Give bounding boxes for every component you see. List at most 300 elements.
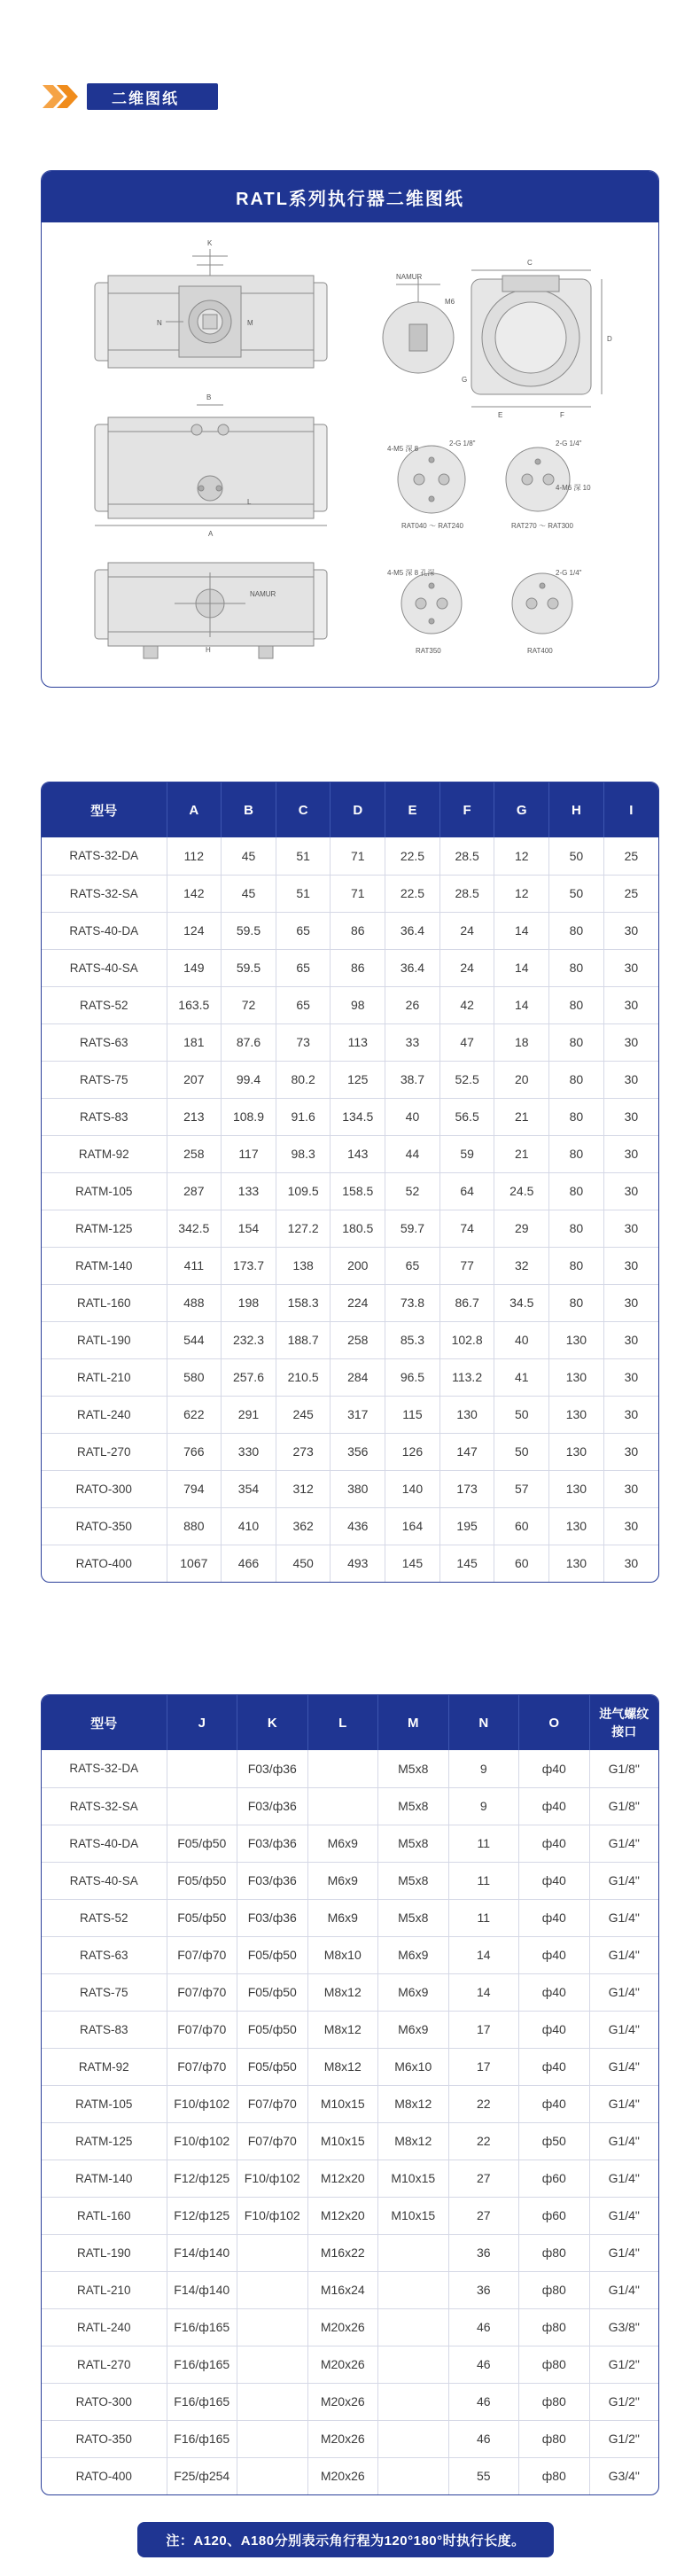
model-cell: RATO-300: [42, 2383, 167, 2420]
value-cell: M10x15: [378, 2197, 449, 2234]
value-cell: 52: [385, 1172, 440, 1210]
drawing-title: RATL系列执行器二维图纸: [42, 171, 658, 222]
model-cell: RATS-40-SA: [42, 949, 167, 986]
value-cell: G3/8": [589, 2308, 658, 2346]
model-cell: RATS-40-DA: [42, 1825, 167, 1862]
value-cell: 117: [222, 1135, 276, 1172]
value-cell: 21: [494, 1135, 549, 1172]
value-cell: F05/ф50: [237, 2048, 308, 2085]
value-cell: 154: [222, 1210, 276, 1247]
value-cell: 17: [448, 2011, 519, 2048]
value-cell: G1/4": [589, 2085, 658, 2122]
model-cell: RATS-75: [42, 1973, 167, 2011]
value-cell: ф40: [519, 2085, 590, 2122]
value-cell: 30: [603, 1135, 658, 1172]
value-cell: 149: [167, 949, 222, 986]
value-cell: F05/ф50: [167, 1899, 237, 1936]
value-cell: [237, 2271, 308, 2308]
model-cell: RATM-140: [42, 2160, 167, 2197]
value-cell: ф80: [519, 2420, 590, 2457]
value-cell: 102.8: [439, 1321, 494, 1358]
value-cell: 488: [167, 1284, 222, 1321]
value-cell: 41: [494, 1358, 549, 1396]
value-cell: 30: [603, 986, 658, 1023]
value-cell: 80: [549, 1023, 604, 1061]
value-cell: ф50: [519, 2122, 590, 2160]
table-row: [42, 2085, 658, 2122]
value-cell: M20x26: [307, 2457, 378, 2494]
value-cell: 143: [331, 1135, 385, 1172]
model-cell: RATL-190: [42, 2234, 167, 2271]
value-cell: 147: [439, 1433, 494, 1470]
value-cell: M16x24: [307, 2271, 378, 2308]
model-cell: RATS-83: [42, 2011, 167, 2048]
value-cell: 71: [331, 875, 385, 912]
value-cell: M8x12: [378, 2122, 449, 2160]
value-cell: 380: [331, 1470, 385, 1507]
value-cell: M6x9: [378, 1973, 449, 2011]
namur-label: NAMUR: [396, 273, 423, 281]
value-cell: 56.5: [439, 1098, 494, 1135]
table-row: [42, 1284, 658, 1321]
value-cell: F05/ф50: [237, 1936, 308, 1973]
value-cell: 9: [448, 1750, 519, 1787]
value-cell: ф40: [519, 1750, 590, 1787]
value-cell: F16/ф165: [167, 2420, 237, 2457]
column-header: O: [519, 1695, 590, 1750]
value-cell: 362: [276, 1507, 331, 1545]
value-cell: F12/ф125: [167, 2197, 237, 2234]
value-cell: 30: [603, 1433, 658, 1470]
value-cell: 9: [448, 1787, 519, 1825]
model-cell: RATO-350: [42, 2420, 167, 2457]
value-cell: 14: [494, 986, 549, 1023]
value-cell: 18: [494, 1023, 549, 1061]
model-cell: RATS-52: [42, 1899, 167, 1936]
value-cell: 164: [385, 1507, 440, 1545]
value-cell: 42: [439, 986, 494, 1023]
value-cell: 14: [448, 1973, 519, 2011]
value-cell: 766: [167, 1433, 222, 1470]
value-cell: [237, 2383, 308, 2420]
value-cell: 257.6: [222, 1358, 276, 1396]
value-cell: M6x9: [307, 1899, 378, 1936]
value-cell: G1/8": [589, 1750, 658, 1787]
value-cell: M8x12: [307, 2048, 378, 2085]
model-cell: RATM-105: [42, 2085, 167, 2122]
column-header: D: [331, 782, 385, 837]
value-cell: G1/4": [589, 2160, 658, 2197]
value-cell: 38.7: [385, 1061, 440, 1098]
value-cell: F25/ф254: [167, 2457, 237, 2494]
value-cell: [167, 1787, 237, 1825]
model-cell: RATO-300: [42, 1470, 167, 1507]
value-cell: 580: [167, 1358, 222, 1396]
column-header: 型号: [42, 782, 167, 837]
value-cell: 86: [331, 912, 385, 949]
table-row: [42, 1396, 658, 1433]
value-cell: [237, 2234, 308, 2271]
column-header: C: [276, 782, 331, 837]
value-cell: 245: [276, 1396, 331, 1433]
value-cell: M10x15: [307, 2085, 378, 2122]
value-cell: 44: [385, 1135, 440, 1172]
table-row: [42, 1862, 658, 1899]
value-cell: G1/4": [589, 2197, 658, 2234]
value-cell: 36: [448, 2271, 519, 2308]
value-cell: F03/ф36: [237, 1862, 308, 1899]
value-cell: F16/ф165: [167, 2383, 237, 2420]
value-cell: 30: [603, 1358, 658, 1396]
value-cell: 622: [167, 1396, 222, 1433]
value-cell: 25: [603, 837, 658, 875]
value-cell: 140: [385, 1470, 440, 1507]
value-cell: 411: [167, 1247, 222, 1284]
value-cell: M5x8: [378, 1750, 449, 1787]
value-cell: G1/8": [589, 1787, 658, 1825]
value-cell: 213: [167, 1098, 222, 1135]
table-row: [42, 949, 658, 986]
value-cell: F05/ф50: [167, 1825, 237, 1862]
model-cell: RATS-32-SA: [42, 875, 167, 912]
value-cell: [237, 2346, 308, 2383]
value-cell: 30: [603, 1247, 658, 1284]
model-cell: RATM-140: [42, 1247, 167, 1284]
table-row: [42, 1172, 658, 1210]
value-cell: 181: [167, 1023, 222, 1061]
value-cell: 30: [603, 1172, 658, 1210]
chevron-arrows-icon: [41, 82, 87, 112]
model-cell: RATS-40-DA: [42, 912, 167, 949]
value-cell: 74: [439, 1210, 494, 1247]
model-cell: RATS-75: [42, 1061, 167, 1098]
value-cell: 108.9: [222, 1098, 276, 1135]
value-cell: ф60: [519, 2197, 590, 2234]
model-cell: RATM-92: [42, 1135, 167, 1172]
value-cell: F05/ф50: [237, 1973, 308, 2011]
table-row: [42, 1135, 658, 1172]
model-rat40-label: RAT040 ～ RAT240: [401, 522, 463, 530]
value-cell: F10/ф102: [237, 2197, 308, 2234]
value-cell: 207: [167, 1061, 222, 1098]
value-cell: ф80: [519, 2383, 590, 2420]
value-cell: 25: [603, 875, 658, 912]
value-cell: 880: [167, 1507, 222, 1545]
value-cell: 60: [494, 1507, 549, 1545]
value-cell: 28.5: [439, 837, 494, 875]
value-cell: 45: [222, 837, 276, 875]
value-cell: M12x20: [307, 2160, 378, 2197]
table-row: [42, 1358, 658, 1396]
value-cell: M8x12: [378, 2085, 449, 2122]
model-cell: RATS-32-DA: [42, 1750, 167, 1787]
value-cell: 410: [222, 1507, 276, 1545]
dimension-table-a-i: [41, 782, 659, 1583]
value-cell: 57: [494, 1470, 549, 1507]
value-cell: 130: [549, 1470, 604, 1507]
value-cell: 130: [439, 1396, 494, 1433]
model-cell: RATL-240: [42, 1396, 167, 1433]
model-cell: RATO-400: [42, 1545, 167, 1582]
dim-label-b: B: [206, 393, 212, 401]
value-cell: 50: [494, 1433, 549, 1470]
table-row: [42, 2308, 658, 2346]
value-cell: ф40: [519, 2048, 590, 2085]
value-cell: G1/2": [589, 2346, 658, 2383]
value-cell: 112: [167, 837, 222, 875]
value-cell: 258: [167, 1135, 222, 1172]
value-cell: 87.6: [222, 1023, 276, 1061]
value-cell: F07/ф70: [167, 1936, 237, 1973]
value-cell: 544: [167, 1321, 222, 1358]
model-cell: RATL-160: [42, 2197, 167, 2234]
value-cell: 80: [549, 912, 604, 949]
value-cell: 80: [549, 949, 604, 986]
value-cell: 113.2: [439, 1358, 494, 1396]
value-cell: 22.5: [385, 875, 440, 912]
value-cell: M20x26: [307, 2346, 378, 2383]
value-cell: 356: [331, 1433, 385, 1470]
value-cell: [378, 2457, 449, 2494]
model-cell: RATM-105: [42, 1172, 167, 1210]
table-row: [42, 2420, 658, 2457]
value-cell: 80: [549, 1061, 604, 1098]
table-row: [42, 2160, 658, 2197]
value-cell: G1/4": [589, 2122, 658, 2160]
value-cell: ф80: [519, 2234, 590, 2271]
value-cell: G1/4": [589, 1825, 658, 1862]
table-row: [42, 1433, 658, 1470]
value-cell: 40: [494, 1321, 549, 1358]
value-cell: M5x8: [378, 1787, 449, 1825]
value-cell: M10x15: [307, 2122, 378, 2160]
value-cell: G1/4": [589, 2271, 658, 2308]
value-cell: M20x26: [307, 2383, 378, 2420]
value-cell: 64: [439, 1172, 494, 1210]
dim-label-c: C: [527, 259, 533, 267]
table-row: [42, 2048, 658, 2085]
value-cell: 50: [494, 1396, 549, 1433]
value-cell: F14/ф140: [167, 2271, 237, 2308]
value-cell: 198: [222, 1284, 276, 1321]
value-cell: F16/ф165: [167, 2346, 237, 2383]
value-cell: ф80: [519, 2271, 590, 2308]
value-cell: 71: [331, 837, 385, 875]
value-cell: F10/ф102: [237, 2160, 308, 2197]
value-cell: 317: [331, 1396, 385, 1433]
value-cell: 46: [448, 2346, 519, 2383]
value-cell: 109.5: [276, 1172, 331, 1210]
value-cell: 46: [448, 2308, 519, 2346]
value-cell: F07/ф70: [167, 1973, 237, 2011]
table-row: [42, 2122, 658, 2160]
column-header: N: [448, 1695, 519, 1750]
table-row: [42, 986, 658, 1023]
table-row: [42, 1825, 658, 1862]
value-cell: 27: [448, 2160, 519, 2197]
value-cell: 312: [276, 1470, 331, 1507]
column-header: M: [378, 1695, 449, 1750]
value-cell: [237, 2457, 308, 2494]
value-cell: 27: [448, 2197, 519, 2234]
column-header: G: [494, 782, 549, 837]
table-row: [42, 1507, 658, 1545]
value-cell: ф40: [519, 1787, 590, 1825]
dim-label-m: M: [247, 319, 253, 327]
value-cell: F05/ф50: [237, 2011, 308, 2048]
value-cell: 59.5: [222, 912, 276, 949]
value-cell: [378, 2346, 449, 2383]
table-row: [42, 1061, 658, 1098]
value-cell: 22.5: [385, 837, 440, 875]
value-cell: 30: [603, 1210, 658, 1247]
value-cell: G3/4": [608, 2469, 640, 2484]
table-row: [42, 2271, 658, 2308]
value-cell: 51: [276, 875, 331, 912]
value-cell: G1/4": [589, 2048, 658, 2085]
value-cell: 273: [276, 1433, 331, 1470]
model-cell: RATL-210: [42, 1358, 167, 1396]
value-cell: 46: [448, 2383, 519, 2420]
value-cell: [307, 1750, 378, 1787]
dim-label-e: E: [498, 411, 503, 419]
value-cell: 17: [448, 2048, 519, 2085]
value-cell: F14/ф140: [167, 2234, 237, 2271]
value-cell: 450: [276, 1545, 331, 1582]
value-cell: ф80: [519, 2346, 590, 2383]
value-cell: 130: [549, 1545, 604, 1582]
value-cell: 126: [385, 1433, 440, 1470]
dim-label-k: K: [207, 239, 213, 247]
column-header: E: [385, 782, 440, 837]
screw-4m5-label: 4-M5 深 8: [387, 445, 419, 453]
value-cell: 188.7: [276, 1321, 331, 1358]
value-cell: 72: [222, 986, 276, 1023]
value-cell: 22: [448, 2085, 519, 2122]
value-cell: 130: [549, 1507, 604, 1545]
value-cell: 330: [222, 1433, 276, 1470]
value-cell: 125: [331, 1061, 385, 1098]
value-cell: M8x10: [307, 1936, 378, 1973]
value-cell: 80: [549, 1247, 604, 1284]
value-cell: 30: [603, 1321, 658, 1358]
value-cell: [307, 1787, 378, 1825]
value-cell: 173: [439, 1470, 494, 1507]
value-cell: 20: [494, 1061, 549, 1098]
dim-label-d: D: [607, 335, 612, 343]
value-cell: 11: [448, 1825, 519, 1862]
value-cell: 28.5: [439, 875, 494, 912]
screw-4m6-label: 4-M6 深 10: [556, 484, 591, 492]
model-cell: RATM-125: [42, 1210, 167, 1247]
column-header: 型号: [42, 1695, 167, 1750]
value-cell: M5x8: [378, 1862, 449, 1899]
value-cell: 224: [331, 1284, 385, 1321]
value-cell: M8x12: [307, 2011, 378, 2048]
value-cell: F10/ф102: [167, 2085, 237, 2122]
table-row: [42, 1973, 658, 2011]
value-cell: 14: [494, 949, 549, 986]
value-cell: 30: [603, 912, 658, 949]
value-cell: 30: [603, 1507, 658, 1545]
model-cell: RATS-52: [42, 986, 167, 1023]
value-cell: 86.7: [439, 1284, 494, 1321]
value-cell: 794: [167, 1470, 222, 1507]
table-row: [42, 875, 658, 912]
value-cell: 33: [385, 1023, 440, 1061]
table-row: [42, 837, 658, 875]
drawing-area: [42, 222, 658, 687]
value-cell: 130: [549, 1433, 604, 1470]
value-cell: ф40: [519, 1973, 590, 2011]
value-cell: 11: [448, 1862, 519, 1899]
value-cell: 60: [494, 1545, 549, 1582]
table-row: [42, 2197, 658, 2234]
table-row: [42, 2234, 658, 2271]
value-cell: [378, 2383, 449, 2420]
value-cell: 30: [624, 1556, 639, 1571]
screw-4m5b-label: 4-M5 深 8 孔深: [387, 569, 435, 577]
value-cell: ф80: [519, 2457, 590, 2494]
model-cell: RATM-92: [42, 2048, 167, 2085]
value-cell: 73.8: [385, 1284, 440, 1321]
section-header: [41, 82, 218, 112]
value-cell: F05/ф50: [167, 1862, 237, 1899]
value-cell: ф40: [519, 2011, 590, 2048]
value-cell: 130: [549, 1396, 604, 1433]
table-row: [42, 2346, 658, 2383]
column-header: A: [167, 782, 222, 837]
value-cell: 45: [222, 875, 276, 912]
value-cell: 113: [331, 1023, 385, 1061]
value-cell: M6x9: [307, 1862, 378, 1899]
model-cell: RATS-40-SA: [42, 1862, 167, 1899]
value-cell: 98: [331, 986, 385, 1023]
value-cell: 40: [385, 1098, 440, 1135]
value-cell: [378, 2271, 449, 2308]
value-cell: [237, 2420, 308, 2457]
value-cell: F07/ф70: [167, 2011, 237, 2048]
value-cell: ф80: [519, 2308, 590, 2346]
model-rat270-label: RAT270 ～ RAT300: [511, 522, 573, 530]
value-cell: 14: [448, 1936, 519, 1973]
dim-label-l: L: [247, 498, 252, 506]
value-cell: 30: [603, 1284, 658, 1321]
value-cell: 287: [167, 1172, 222, 1210]
dim-label-n: N: [157, 319, 162, 327]
column-header: H: [549, 782, 604, 837]
model-cell: RATS-32-DA: [42, 837, 167, 875]
value-cell: F07/ф70: [237, 2085, 308, 2122]
table-row: [42, 1210, 658, 1247]
value-cell: 436: [331, 1507, 385, 1545]
column-header: L: [307, 1695, 378, 1750]
value-cell: 36.4: [385, 912, 440, 949]
value-cell: G1/4": [589, 1973, 658, 2011]
m6-label: M6: [445, 298, 455, 306]
value-cell: 59.5: [222, 949, 276, 986]
value-cell: 98.3: [276, 1135, 331, 1172]
table-header-row: [42, 782, 658, 837]
value-cell: M6x9: [378, 2011, 449, 2048]
g-eighth-label: 2-G 1/8": [449, 440, 476, 447]
column-header: 进气螺纹接口: [589, 1695, 658, 1750]
model-cell: RATS-63: [42, 1023, 167, 1061]
value-cell: [378, 2234, 449, 2271]
value-cell: 51: [276, 837, 331, 875]
value-cell: 80: [549, 1135, 604, 1172]
value-cell: M20x26: [307, 2420, 378, 2457]
